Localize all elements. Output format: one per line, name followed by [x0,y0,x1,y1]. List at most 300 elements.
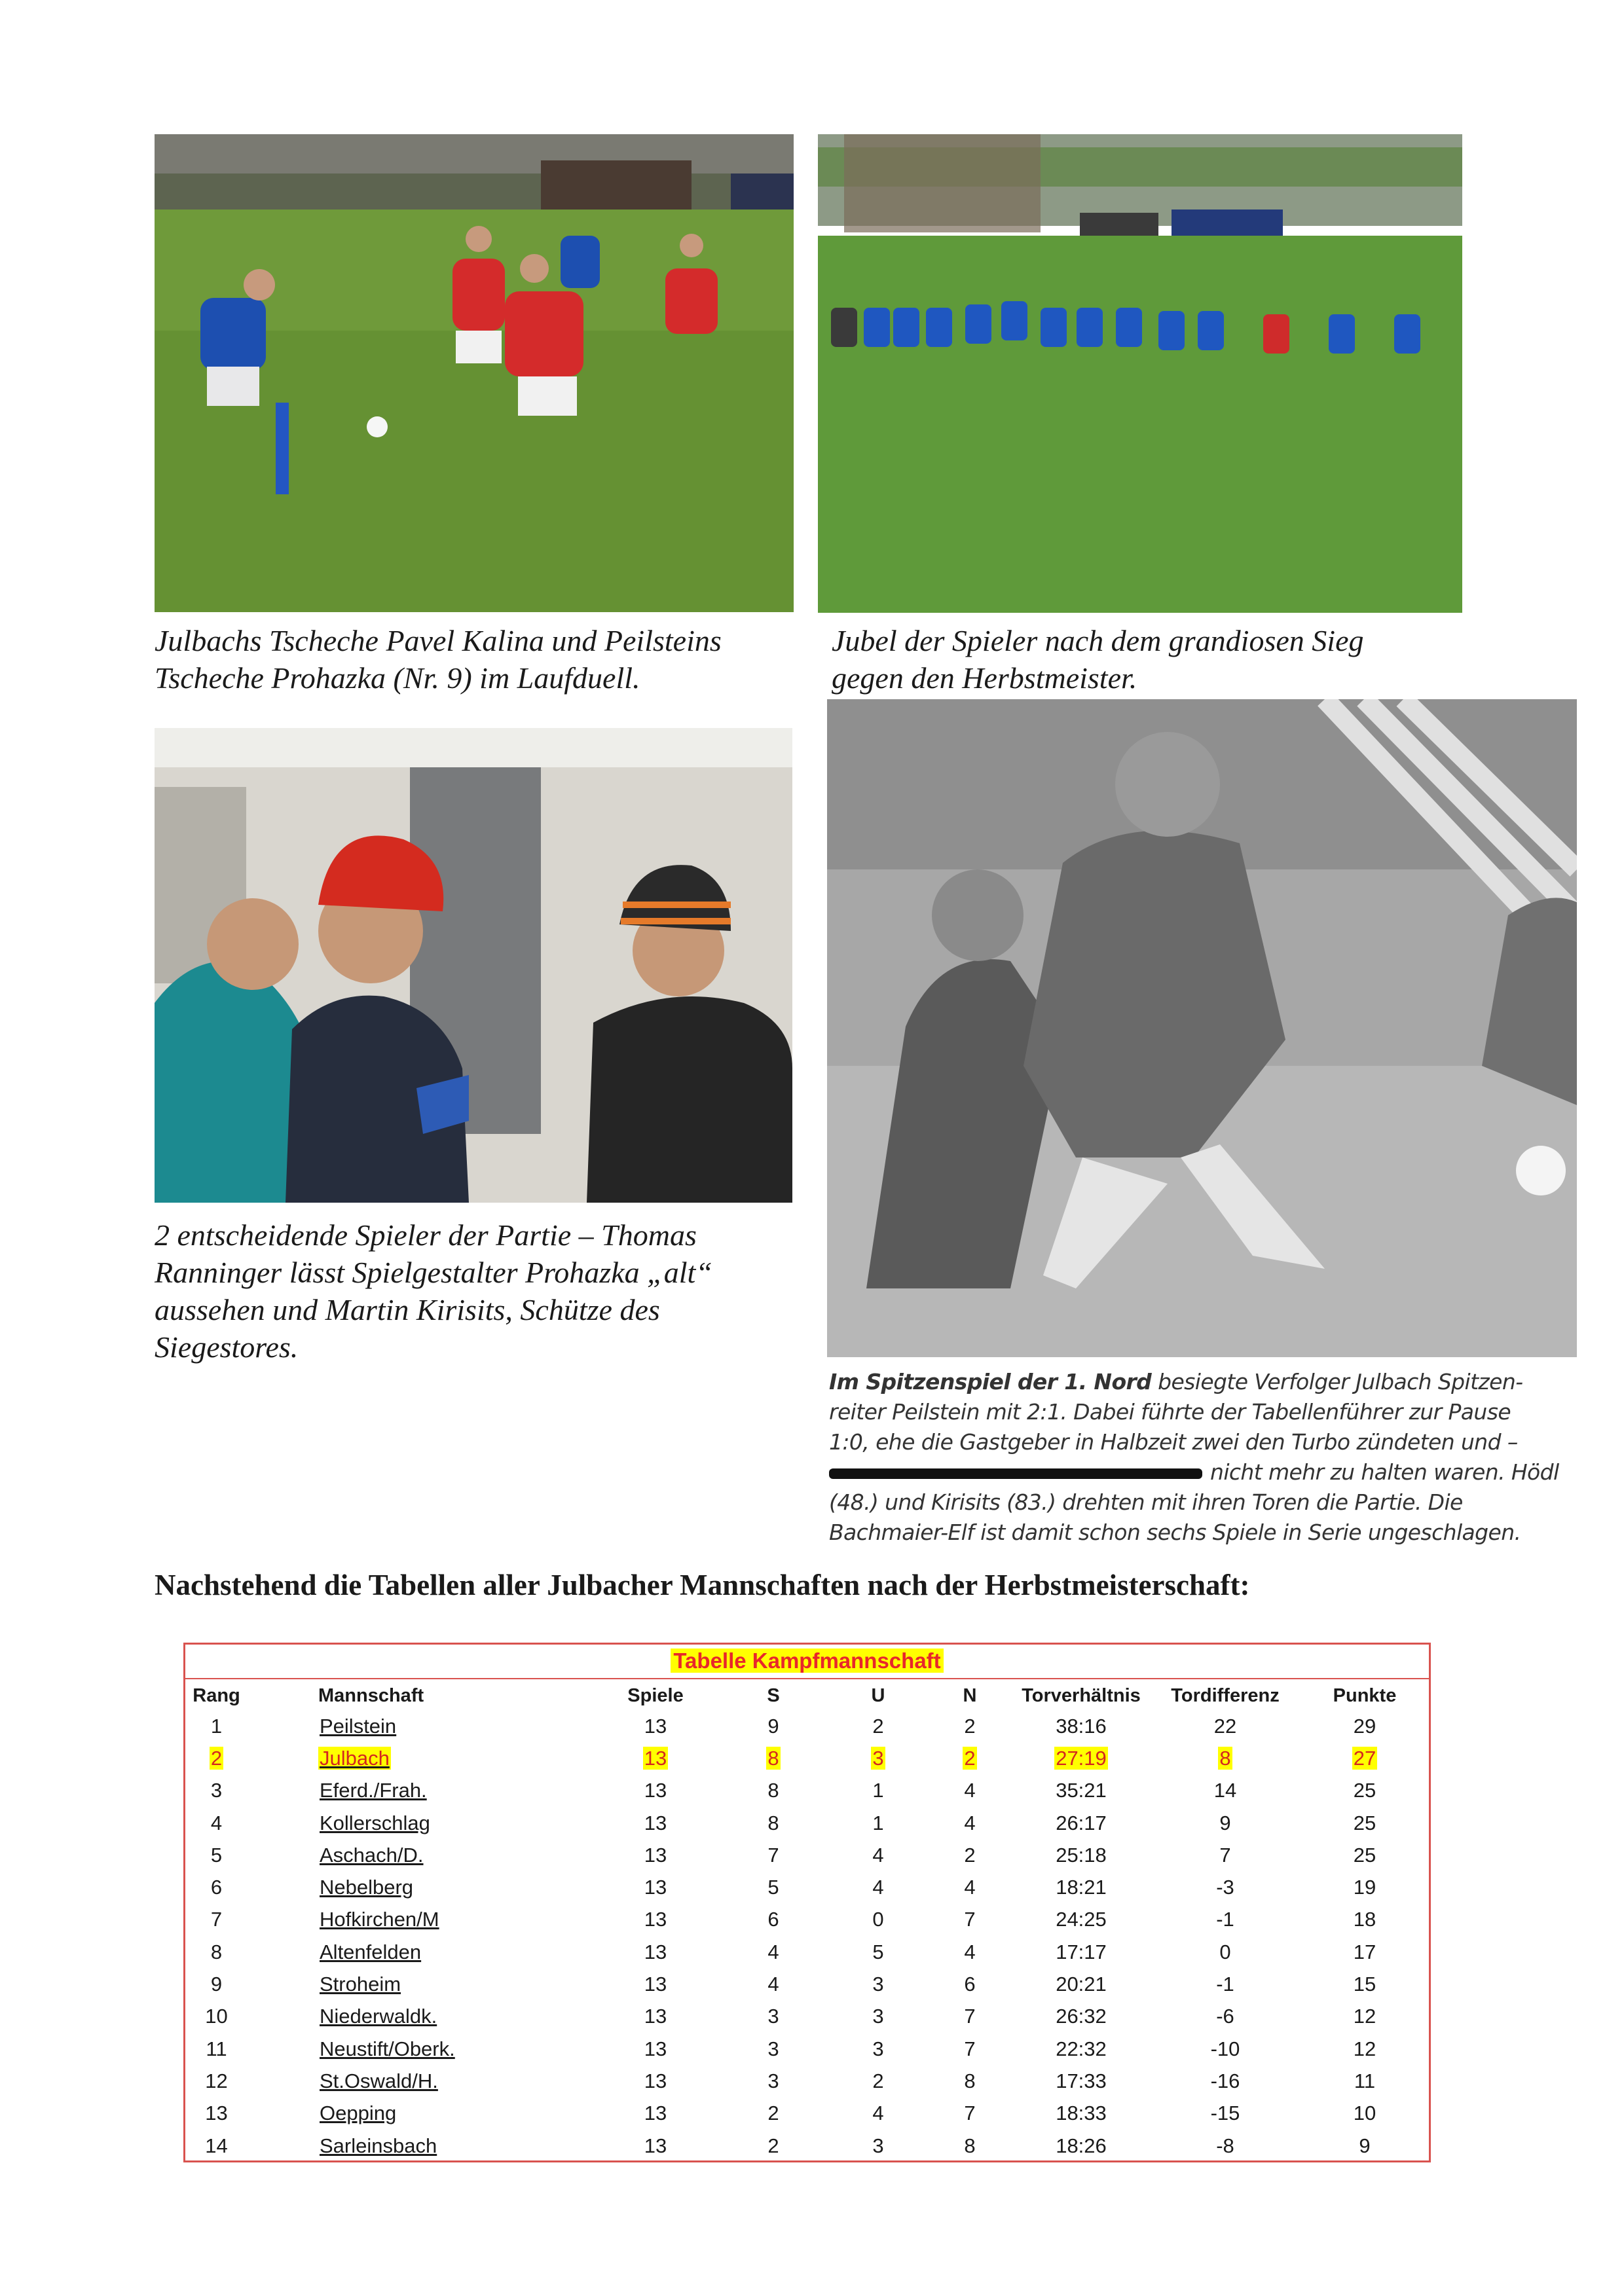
cell-torverhaeltnis-text: 17:33 [1056,2069,1107,2092]
col-header-u: U [871,1685,885,1706]
cell-spiele-text: 13 [644,2134,667,2157]
cell-rang [185,1742,248,1774]
cell-torverhaeltnis [1012,1936,1150,1968]
article-line [829,1457,1581,1487]
cell-punkte-text: 25 [1353,1811,1376,1834]
cell-spiele-text: 13 [644,1779,667,1802]
cell-punkte-text: 18 [1353,1908,1376,1931]
cell-punkte [1301,2098,1429,2130]
cell-s-text: 8 [767,1779,779,1802]
cell-u-text: 4 [872,2102,884,2125]
cell-u [829,2001,927,2033]
cell-s-text: 7 [767,1843,779,1867]
cell-s [718,1871,829,1903]
cell-rang-text: 11 [206,2037,227,2060]
cell-s [718,1839,829,1871]
cell-torverhaeltnis-text: 18:26 [1056,2134,1107,2157]
col-header-tordifferenz: Tordifferenz [1171,1685,1280,1706]
cell-n [927,2033,1012,2065]
cell-team-text: Altenfelden [320,1940,422,1963]
cell-s [718,2065,829,2097]
cell-s-text: 6 [767,1908,779,1931]
table-row [185,1742,1429,1774]
cell-team-text: Julbach [320,1746,390,1770]
cell-rang [185,2098,248,2130]
cell-torverhaeltnis-text: 20:21 [1056,1973,1107,1996]
cell-n-text: 4 [964,1876,976,1899]
table-body [185,1710,1429,2162]
cell-punkte [1301,1936,1429,1968]
table-row [185,1710,1429,1742]
table-row [185,1936,1429,1968]
cell-punkte-text: 29 [1353,1714,1376,1738]
cell-u [829,2098,927,2130]
cell-s-text: 4 [767,1940,779,1963]
cell-team[interactable] [248,1742,593,1774]
cell-punkte [1301,2033,1429,2065]
cell-torverhaeltnis [1012,2001,1150,2033]
caption-photo-2 [832,622,1363,697]
cell-spiele [593,2065,718,2097]
cell-rang [185,1936,248,1968]
table-row [185,1775,1429,1807]
cell-punkte-text: 17 [1353,1940,1376,1963]
article-line: reiter Peilstein mit 2:1. Dabei führte der Tabellenführer zur Pause [829,1399,1511,1425]
cell-punkte-text: 19 [1353,1876,1376,1899]
cell-punkte [1301,1871,1429,1903]
col-header-s: S [767,1685,780,1706]
cell-n [927,1871,1012,1903]
cell-team[interactable] [248,1936,593,1968]
table-title [185,1649,1429,1673]
cell-n [927,1968,1012,2000]
cell-tordifferenz-text: -15 [1210,2102,1240,2125]
cell-tordifferenz-text: -3 [1216,1876,1234,1899]
cell-team-text: Oepping [320,2102,397,2125]
cell-torverhaeltnis [1012,1839,1150,1871]
cell-punkte [1301,1742,1429,1774]
cell-team[interactable] [248,1775,593,1807]
cell-u-text: 3 [872,2005,884,2028]
cell-rang [185,1871,248,1903]
table-header-row [185,1681,1429,1710]
cell-n [927,1936,1012,1968]
cell-punkte-text: 12 [1353,2037,1376,2060]
table-row [185,2001,1429,2033]
cell-n [927,2098,1012,2130]
cell-spiele-text: 13 [644,1973,667,1996]
cell-tordifferenz [1150,2130,1301,2162]
article-line: Bachmaier-Elf ist damit schon sechs Spiele in Serie ungeschlagen. [829,1520,1521,1545]
cell-punkte-text: 12 [1353,2005,1376,2028]
cell-tordifferenz-text: 22 [1213,1714,1237,1738]
cell-team-text: Sarleinsbach [320,2134,437,2157]
cell-rang-text: 14 [205,2134,228,2157]
cell-n [927,1710,1012,1742]
cell-tordifferenz [1150,2065,1301,2097]
cell-tordifferenz [1150,2098,1301,2130]
cell-s-text: 5 [767,1876,779,1899]
article-line-rest: besiegte Verfolger Julbach Spitzen- [1151,1369,1523,1394]
col-header-n: N [963,1685,977,1706]
cell-s [718,1904,829,1936]
cell-n-text: 8 [964,2134,976,2157]
table-row [185,1871,1429,1903]
cell-s [718,1710,829,1742]
cell-spiele [593,1936,718,1968]
table-title-divider [185,1678,1429,1679]
cell-u [829,2033,927,2065]
cell-tordifferenz [1150,1839,1301,1871]
cell-n-text: 7 [964,2037,976,2060]
cell-team-text: St.Oswald/H. [320,2069,438,2092]
cell-u-text: 4 [872,1876,884,1899]
cell-team[interactable] [248,1968,593,2000]
cell-torverhaeltnis [1012,1871,1150,1903]
cell-torverhaeltnis-text: 24:25 [1056,1908,1107,1931]
cell-s-text: 9 [767,1714,779,1738]
cell-n-text: 7 [964,2005,976,2028]
cell-spiele-text: 13 [644,2037,667,2060]
cell-torverhaeltnis [1012,2098,1150,2130]
cell-rang-text: 8 [210,1940,223,1963]
cell-spiele-text: 13 [644,1843,667,1867]
cell-rang-text: 5 [210,1843,223,1867]
cell-torverhaeltnis [1012,2130,1150,2162]
cell-tordifferenz [1150,1871,1301,1903]
cell-torverhaeltnis [1012,1742,1150,1774]
cell-n [927,1904,1012,1936]
cell-torverhaeltnis-text: 38:16 [1056,1714,1107,1738]
cell-tordifferenz [1150,1775,1301,1807]
cell-punkte-text: 11 [1354,2069,1376,2092]
cell-team[interactable] [248,2098,593,2130]
cell-n [927,2065,1012,2097]
cell-s [718,1807,829,1839]
cell-s [718,1742,829,1774]
cell-torverhaeltnis-text: 18:21 [1056,1876,1107,1899]
cell-u [829,2065,927,2097]
cell-n [927,1839,1012,1871]
cell-torverhaeltnis-text: 26:17 [1056,1811,1107,1834]
cell-spiele [593,2001,718,2033]
cell-s-text: 3 [767,2037,779,2060]
cell-tordifferenz [1150,1936,1301,1968]
cell-team[interactable] [248,1839,593,1871]
caption-line: Siegestores. [155,1330,299,1364]
cell-rang [185,2130,248,2162]
cell-punkte-text: 9 [1359,2134,1371,2157]
cell-u-text: 3 [872,2037,884,2060]
cell-n-text: 4 [964,1779,976,1802]
cell-torverhaeltnis-text: 22:32 [1056,2037,1107,2060]
cell-n [927,1807,1012,1839]
cell-spiele [593,1710,718,1742]
cell-team[interactable] [248,2033,593,2065]
cell-s [718,1775,829,1807]
cell-u [829,1807,927,1839]
cell-s-text: 3 [767,2005,779,2028]
cell-u [829,1968,927,2000]
cell-tordifferenz-text: 8 [1219,1746,1231,1770]
cell-tordifferenz-text: -1 [1216,1973,1234,1996]
cell-u-text: 3 [872,1973,884,1996]
cell-torverhaeltnis [1012,1710,1150,1742]
cell-n-text: 4 [964,1811,976,1834]
cell-u [829,2130,927,2162]
cell-rang [185,1775,248,1807]
section-heading: Nachstehend die Tabellen aller Julbacher Mannschaften nach der Herbstmeisterschaft: [155,1569,1250,1601]
cell-spiele-text: 13 [644,2069,667,2092]
table-row [185,2065,1429,2097]
cell-s [718,1936,829,1968]
cell-n-text: 7 [964,1908,976,1931]
cell-tordifferenz [1150,2001,1301,2033]
cell-u [829,1742,927,1774]
cell-punkte [1301,2130,1429,2162]
cell-spiele-text: 13 [644,2102,667,2125]
cell-punkte-text: 25 [1353,1779,1376,1802]
cell-tordifferenz-text: 0 [1219,1940,1231,1963]
cell-spiele [593,2033,718,2065]
cell-rang-text: 1 [210,1714,223,1738]
cell-u [829,1871,927,1903]
cell-team-text: Neustift/Oberk. [320,2037,455,2060]
cell-team[interactable] [248,1871,593,1903]
cell-tordifferenz [1150,1968,1301,2000]
cell-spiele [593,2130,718,2162]
cell-tordifferenz [1150,1710,1301,1742]
cell-rang-text: 9 [210,1973,223,1996]
cell-tordifferenz-text: -8 [1216,2134,1234,2157]
cell-team[interactable] [248,1807,593,1839]
cell-tordifferenz-text: 7 [1219,1843,1231,1867]
cell-rang-text: 10 [205,2005,228,2028]
cell-punkte [1301,1775,1429,1807]
photo-players-portrait [155,728,792,1203]
cell-spiele-text: 13 [644,1940,667,1963]
cell-tordifferenz [1150,1807,1301,1839]
standings-table [185,1681,1429,2162]
cell-team[interactable] [248,2130,593,2162]
col-header-rang: Rang [193,1685,240,1706]
cell-team[interactable] [248,1710,593,1742]
cell-team-text: Aschach/D. [320,1843,424,1867]
cell-spiele-text: 13 [644,1876,667,1899]
cell-tordifferenz-text: -6 [1216,2005,1234,2028]
cell-s-text: 4 [767,1973,779,1996]
caption-photo-1 [155,622,722,697]
cell-torverhaeltnis [1012,1904,1150,1936]
cell-tordifferenz-text: -10 [1210,2037,1240,2060]
cell-n-text: 8 [964,2069,976,2092]
cell-s-text: 2 [767,2134,779,2157]
cell-torverhaeltnis-text: 18:33 [1056,2102,1107,2125]
cell-tordifferenz [1150,2033,1301,2065]
cell-punkte-text: 15 [1353,1973,1376,1996]
table-row [185,2098,1429,2130]
cell-spiele-text: 13 [644,2005,667,2028]
cell-rang [185,1807,248,1839]
cell-team[interactable] [248,2001,593,2033]
cell-u [829,1936,927,1968]
cell-spiele [593,1742,718,1774]
cell-spiele-text: 13 [644,1811,667,1834]
cell-u-text: 1 [872,1779,884,1802]
cell-team-text: Stroheim [320,1973,401,1996]
cell-u-text: 4 [872,1843,884,1867]
cell-spiele [593,1807,718,1839]
cell-punkte-text: 10 [1353,2102,1376,2125]
cell-torverhaeltnis-text: 26:32 [1056,2005,1107,2028]
cell-rang-text: 2 [210,1746,223,1770]
cell-team-text: Eferd./Frah. [320,1779,427,1802]
caption-line: Jubel der Spieler nach dem grandiosen Sieg [832,624,1364,657]
cell-u [829,1710,927,1742]
cell-rang-text: 7 [210,1908,223,1931]
table-title-text: Tabelle Kampfmannschaft [671,1649,943,1673]
cell-tordifferenz-text: -1 [1216,1908,1234,1931]
table-row [185,2033,1429,2065]
caption-line: 2 entscheidende Spieler der Partie – Thomas [155,1218,697,1252]
cell-tordifferenz [1150,1742,1301,1774]
cell-u-text: 1 [872,1811,884,1834]
cell-n [927,1742,1012,1774]
cell-n-text: 2 [964,1714,976,1738]
cell-u-text: 3 [872,1746,884,1770]
article-line [829,1367,1581,1397]
col-header-torverhaeltnis: Torverhältnis [1022,1685,1141,1706]
col-header-spiele: Spiele [627,1685,684,1706]
cell-tordifferenz-text: 9 [1219,1811,1231,1834]
photo-newspaper-clipping [827,699,1577,1357]
cell-s [718,2033,829,2065]
cell-n-text: 6 [964,1973,976,1996]
cell-n-text: 2 [964,1843,976,1867]
cell-n-text: 2 [964,1746,976,1770]
newspaper-article [829,1367,1581,1548]
cell-team-text: Hofkirchen/M [320,1908,439,1931]
cell-torverhaeltnis [1012,1968,1150,2000]
caption-photo-3 [155,1216,712,1366]
cell-torverhaeltnis-text: 17:17 [1056,1940,1107,1963]
cell-tordifferenz-text: -16 [1210,2069,1240,2092]
cell-rang-text: 13 [205,2102,228,2125]
cell-spiele [593,1968,718,2000]
cell-n [927,2001,1012,2033]
cell-n [927,2130,1012,2162]
cell-team[interactable] [248,2065,593,2097]
cell-spiele [593,1904,718,1936]
cell-n [927,1775,1012,1807]
cell-team-text: Nebelberg [320,1876,414,1899]
photo-team-celebration [818,134,1462,613]
standings-table-box [183,1643,1431,2162]
article-line-text: nicht mehr zu halten waren. Hödl [1210,1459,1559,1485]
cell-s [718,1968,829,2000]
cell-spiele-text: 13 [644,1714,667,1738]
cell-s-text: 8 [767,1811,779,1834]
cell-s [718,2098,829,2130]
cell-punkte [1301,1710,1429,1742]
cell-rang-text: 3 [210,1779,223,1802]
cell-n-text: 7 [964,2102,976,2125]
cell-u-text: 3 [872,2134,884,2157]
article-lead: Im Spitzenspiel der 1. Nord [829,1369,1152,1394]
cell-punkte [1301,2001,1429,2033]
cell-torverhaeltnis-text: 25:18 [1056,1843,1107,1867]
cell-punkte-text: 27 [1353,1746,1376,1770]
caption-line: Tscheche Prohazka (Nr. 9) im Laufduell. [155,661,640,695]
cell-u-text: 0 [872,1908,884,1931]
cell-u-text: 2 [872,1714,884,1738]
caption-line: aussehen und Martin Kirisits, Schütze des [155,1293,660,1326]
cell-team-text: Kollerschlag [320,1811,430,1834]
cell-n-text: 4 [964,1940,976,1963]
cell-u [829,1839,927,1871]
cell-s [718,2001,829,2033]
cell-rang [185,2065,248,2097]
cell-spiele [593,2098,718,2130]
cell-spiele-text: 13 [644,1908,667,1931]
cell-rang [185,1839,248,1871]
caption-line: Ranninger lässt Spielgestalter Prohazka „alt“ [155,1256,712,1289]
table-row [185,2130,1429,2162]
cell-punkte [1301,1839,1429,1871]
cell-tordifferenz-text: 14 [1213,1779,1237,1802]
cell-rang [185,2001,248,2033]
cell-torverhaeltnis [1012,2065,1150,2097]
redaction-bar [829,1468,1202,1479]
table-row [185,1839,1429,1871]
cell-punkte [1301,1968,1429,2000]
cell-rang [185,1710,248,1742]
caption-line: gegen den Herbstmeister. [832,661,1137,695]
table-row [185,1904,1429,1936]
cell-team-text: Peilstein [320,1714,397,1738]
cell-torverhaeltnis [1012,1807,1150,1839]
cell-s-text: 2 [767,2102,779,2125]
cell-punkte [1301,2065,1429,2097]
cell-team[interactable] [248,1904,593,1936]
cell-rang [185,1904,248,1936]
cell-u [829,1904,927,1936]
cell-punkte-text: 25 [1353,1843,1376,1867]
article-line: 1:0, ehe die Gastgeber in Halbzeit zwei den Turbo zündeten und – [829,1429,1518,1455]
cell-punkte [1301,1904,1429,1936]
cell-punkte [1301,1807,1429,1839]
cell-rang [185,2033,248,2065]
cell-rang-text: 12 [205,2069,228,2092]
caption-line: Julbachs Tscheche Pavel Kalina und Peilsteins [155,624,722,657]
cell-s-text: 8 [767,1746,779,1770]
cell-rang-text: 6 [210,1876,223,1899]
cell-spiele [593,1839,718,1871]
article-line: (48.) und Kirisits (83.) drehten mit ihren Toren die Partie. Die [829,1489,1463,1515]
cell-s-text: 3 [767,2069,779,2092]
col-header-punkte: Punkte [1333,1685,1397,1706]
cell-spiele [593,1775,718,1807]
cell-tordifferenz [1150,1904,1301,1936]
table-row [185,1807,1429,1839]
cell-spiele [593,1871,718,1903]
cell-torverhaeltnis [1012,2033,1150,2065]
cell-torverhaeltnis-text: 35:21 [1056,1779,1107,1802]
cell-spiele-text: 13 [644,1746,667,1770]
cell-team-text: Niederwaldk. [320,2005,437,2028]
cell-torverhaeltnis-text: 27:19 [1056,1746,1107,1770]
col-header-mannschaft: Mannschaft [318,1685,424,1706]
